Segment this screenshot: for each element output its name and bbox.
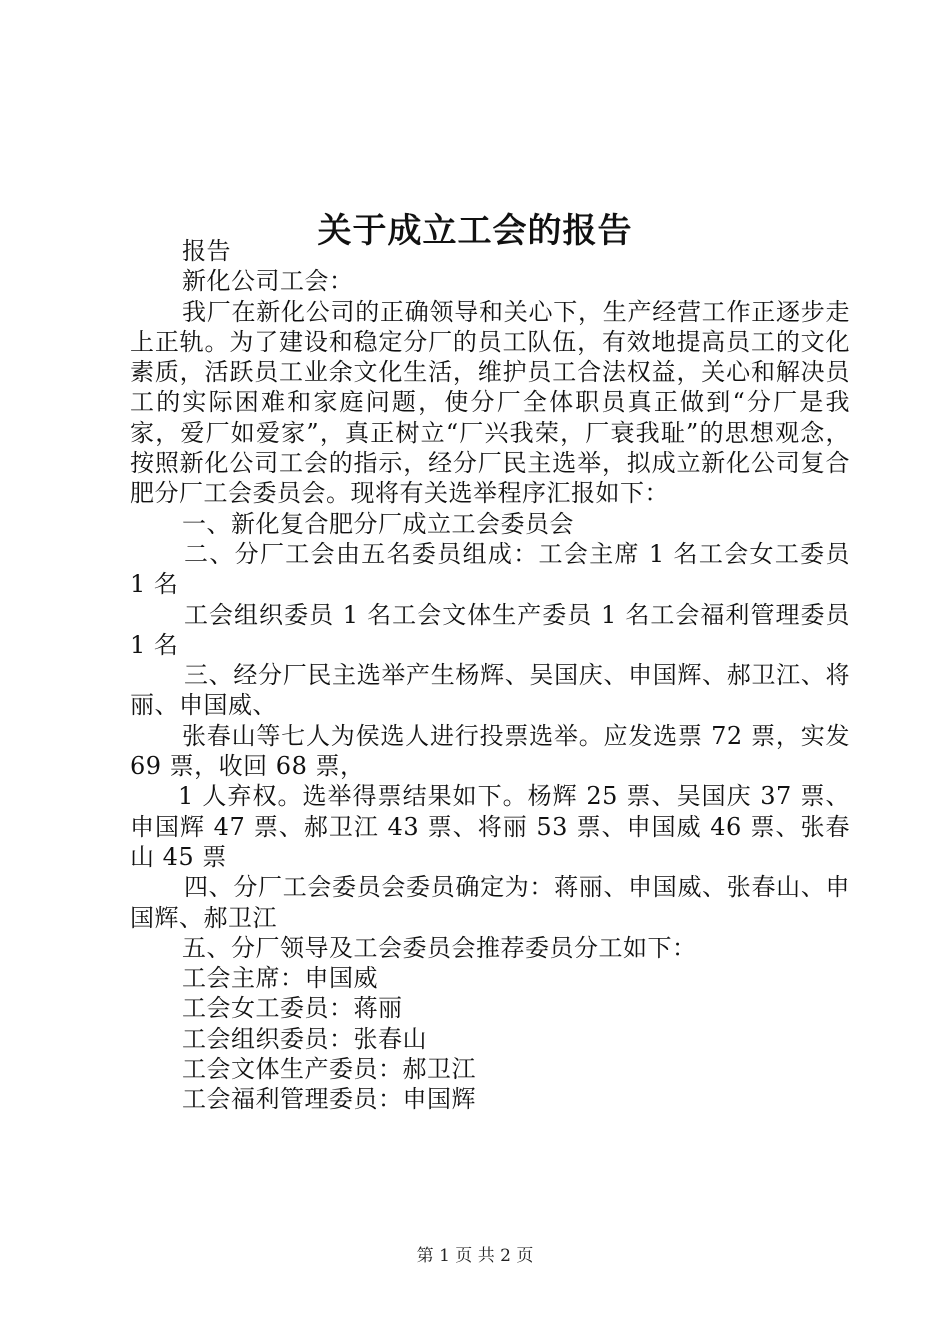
paragraph-item-2-cont: 工会组织委员 1 名工会文体生产委员 1 名工会福利管理委员 1 名 <box>130 600 850 659</box>
paragraph-item-4: 四、分厂工会委员会委员确定为：蒋丽、申国威、张春山、申国辉、郝卫江 <box>130 873 850 932</box>
paragraph-item-5: 五、分厂领导及工会委员会推荐委员分工如下： <box>182 933 697 962</box>
document-body <box>130 236 850 1115</box>
page-footer: 第 1 页 共 2 页 <box>416 1246 534 1266</box>
paragraph-intro: 我厂在新化公司的正确领导和关心下，生产经营工作正逐步走上正轨。为了建设和稳定分厂的员工队伍，有效地提高员工的文化素质，活跃员工业余文化生活，维护员工合法权益，关心和解决员工的实际困难和家庭问题，使分厂全体职员真正做到“分厂是我家，爱厂如爱家”，真正树立“厂兴我荣，厂衰我耻”的思想观念，按照新化公司工会的指示，经分厂民主选举，拟成立新化公司复合肥分厂工会委员会。现将有关选举程序汇报如下： <box>130 297 850 508</box>
role-welfare-committee: 工会福利管理委员：申国辉 <box>182 1085 476 1114</box>
paragraph-item-2: 二、分厂工会由五名委员组成：工会主席 1 名工会女工委员 1 名 <box>130 539 850 599</box>
paragraph-item-3-cont: 张春山等七人为侯选人进行投票选举。应发选票 72 票，实发 69 票，收回 68 票， <box>130 721 850 781</box>
paragraph-item-1: 一、新化复合肥分厂成立工会委员会 <box>182 509 574 538</box>
paragraph-addressee: 新化公司工会： <box>182 267 354 296</box>
paragraph-vote-results: 1 人弃权。选举得票结果如下。杨辉 25 票、吴国庆 37 票、申国辉 47 票、郝卫江 43 票、将丽 53 票、申国威 46 票、张春山 45 票 <box>130 782 850 871</box>
paragraph-heading-label: 报告 <box>182 237 231 265</box>
role-culture-production-committee: 工会文体生产委员：郝卫江 <box>182 1055 476 1084</box>
paragraph-item-3: 三、经分厂民主选举产生杨辉、吴国庆、申国辉、郝卫江、将丽、申国威、 <box>130 661 850 720</box>
role-women-committee: 工会女工委员：蒋丽 <box>182 994 403 1023</box>
document-title: 关于成立工会的报告 <box>317 210 633 251</box>
role-organization-committee: 工会组织委员：张春山 <box>182 1024 427 1053</box>
role-chairman: 工会主席：申国威 <box>182 964 378 993</box>
